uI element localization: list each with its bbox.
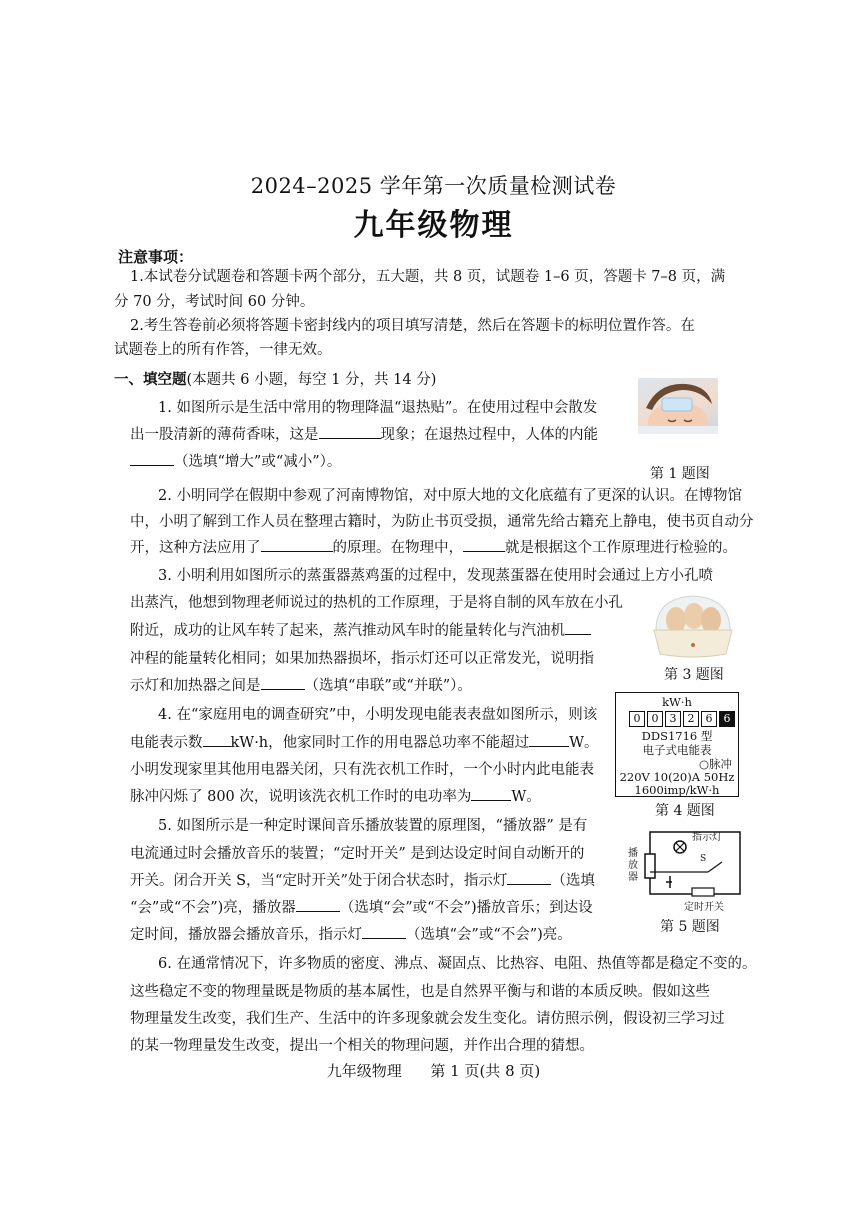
q4-line-2	[130, 730, 599, 757]
figure-5-caption: 第 5 题图	[660, 919, 720, 935]
q4-line-1: 4. 在“家庭用电的调查研究”中，小明发现电能表表盘如图所示，则该	[158, 707, 598, 723]
q1-blank-2[interactable]	[130, 451, 174, 466]
q2-line-1: 2. 小明同学在假期中参观了河南博物馆，对中原大地的文化底蕴有了更深的认识。在博物馆	[158, 488, 742, 504]
q4-blank-1[interactable]	[203, 732, 231, 747]
q3-text-b: 示灯和加热器之间是	[130, 678, 261, 694]
section-heading	[114, 367, 436, 394]
section-note: (本题共 6 小题，每空 1 分，共 14 分)	[186, 372, 437, 388]
q5-text-b: （选填	[551, 873, 595, 889]
meter-name: 电子式电能表	[642, 743, 712, 757]
meter-digit: 0	[647, 711, 663, 727]
q1-text-a: 出一股清新的薄荷香味，这是	[130, 427, 319, 443]
q4-line-4	[130, 784, 541, 811]
q3-line-1: 3. 小明利用如图所示的蒸蛋器蒸鸡蛋的过程中，发现蒸蛋器在使用时会通过上方小孔喷	[158, 568, 713, 584]
meter-rating: 220V 10(20)A 50Hz	[619, 770, 735, 784]
q1-line-1: 1. 如图所示是生活中常用的物理降温“退热贴”。在使用过程中会散发	[158, 400, 598, 416]
q4-text-b: kW·h，他家同时工作的用电器总功率不能超过	[230, 735, 530, 751]
q4-text-c: W。	[569, 735, 599, 751]
q2-text-c: 就是根据这个工作原理进行检验的。	[505, 540, 737, 556]
meter-unit: kW·h	[662, 695, 692, 709]
meter-digit: 3	[665, 711, 681, 727]
q6-line-1: 6. 在通常情况下，许多物质的密度、沸点、凝固点、比热容、电阻、热值等都是稳定不变的。	[158, 956, 757, 972]
q1-line-3	[130, 449, 341, 476]
notice-line-2: 分 70 分，考试时间 60 分钟。	[114, 294, 315, 310]
meter-constant: 1600imp/kW·h	[634, 783, 720, 797]
q5-text-c: “会”或“不会”)亮，播放器	[130, 900, 296, 916]
q6-line-3: 物理量发生改变，我们生产、生活中的许多现象就会发生变化。请仿照示例，假设初三学习过	[130, 1011, 725, 1027]
egg-steamer-image	[646, 590, 740, 660]
q5-blank-1[interactable]	[507, 870, 551, 885]
q5-text-f: （选填“会”或“不会”)亮。	[406, 927, 572, 943]
meter-digit: 2	[683, 711, 699, 727]
circuit-diagram	[628, 826, 742, 913]
q5-line-2: 电流通过时会播放音乐的装置；“定时开关” 是到达设定时间自动断开的	[130, 846, 585, 862]
notice-line-3: 2.考生答卷前必须将答题卡密封线内的项目填写清楚，然后在答题卡的标明位置作答。在	[130, 318, 695, 334]
q3-blank-1[interactable]	[565, 620, 591, 635]
meter-digit-decimal: 6	[719, 711, 735, 727]
q4-text-e: W。	[511, 789, 541, 805]
meter-digit: 0	[629, 711, 645, 727]
q5-line-4	[130, 895, 593, 922]
fever-patch-photo	[638, 378, 718, 434]
q2-text-a: 开，这种方法应用了	[130, 540, 261, 556]
notice-heading: 注意事项：	[118, 248, 194, 266]
q4-text-d: 脉冲闪烁了 800 次，说明该洗衣机工作时的电功率为	[130, 789, 472, 805]
figure-1-caption: 第 1 题图	[650, 466, 710, 482]
q3-text-a: 附近，成功的让风车转了起来，蒸汽推动风车时的能量转化与汽油机	[130, 623, 565, 639]
q2-blank-1[interactable]	[261, 537, 333, 552]
q1-blank-1[interactable]	[319, 424, 381, 439]
meter-pulse: ○脉冲	[698, 757, 732, 771]
q4-line-3: 小明发现家里其他用电器关闭，只有洗衣机工作时，一个小时内此电能表	[130, 762, 594, 778]
figure-4-caption: 第 4 题图	[655, 803, 715, 819]
exam-title: 九年级物理	[353, 208, 514, 243]
notice-line-1: 1.本试卷分试题卷和答题卡两个部分，五大题，共 8 页，试题卷 1–6 页，答题卡 7–8 页，满	[130, 269, 726, 285]
q6-line-4: 的某一物理量发生改变，提出一个相关的物理问题，并作出合理的猜想。	[130, 1038, 594, 1054]
q2-blank-2[interactable]	[463, 537, 505, 552]
q5-line-1: 5. 如图所示是一种定时课间音乐播放装置的原理图，“播放器” 是有	[158, 818, 588, 834]
section-title: 一、填空题	[114, 372, 187, 388]
q1-text-c: （选填“增大”或“减小”）。	[174, 454, 342, 470]
q1-line-2	[130, 422, 598, 449]
q4-blank-3[interactable]	[471, 786, 511, 801]
q3-text-c: （选填“串联”或“并联”）。	[304, 678, 472, 694]
q2-line-3	[130, 535, 737, 562]
q5-text-e: 定时间，播放器会播放音乐，指示灯	[130, 927, 362, 943]
page-footer	[0, 1060, 867, 1081]
circuit-player-label: 播放器	[628, 848, 638, 883]
meter-model: DDS1716 型	[641, 729, 713, 743]
q5-blank-3[interactable]	[362, 924, 406, 939]
q2-text-b: 的原理。在物理中，	[332, 540, 463, 556]
q3-blank-2[interactable]	[261, 675, 305, 690]
q3-line-2: 出蒸汽，他想到物理老师说过的热机的工作原理，于是将自制的风车放在小孔	[130, 595, 623, 611]
notice-line-4: 试题卷上的所有作答，一律无效。	[114, 342, 332, 358]
q6-line-2: 这些稳定不变的物理量既是物质的基本属性，也是自然界平衡与和谐的本质反映。假如这些	[130, 984, 710, 1000]
q3-line-4: 冲程的能量转化相同；如果加热器损坏，指示灯还可以正常发光，说明指	[130, 651, 594, 667]
q3-line-5	[130, 673, 472, 700]
circuit-lamp-label: 指示灯	[692, 832, 722, 843]
exam-subtitle: 2024–2025 学年第一次质量检测试卷	[250, 174, 617, 198]
circuit-switch-label: S	[700, 854, 707, 864]
q5-blank-2[interactable]	[296, 897, 340, 912]
footer-page-number: 第 1 页(共 8 页)	[430, 1062, 541, 1080]
electric-meter-figure	[615, 692, 739, 797]
meter-digit: 6	[701, 711, 717, 727]
circuit-timer-label: 定时开关	[684, 902, 724, 913]
q4-text-a: 电能表示数	[130, 735, 203, 751]
q5-text-d: （选填“会”或“不会”)播放音乐；到达设	[339, 900, 593, 916]
q4-blank-2[interactable]	[529, 732, 569, 747]
q1-text-b: 现象；在退热过程中，人体的内能	[380, 427, 598, 443]
q5-line-5	[130, 922, 572, 949]
q5-text-a: 开关。闭合开关 S，当“定时开关”处于闭合状态时，指示灯	[130, 873, 508, 889]
meter-digits	[629, 711, 737, 727]
q3-line-3	[130, 618, 591, 645]
footer-subject: 九年级物理	[326, 1062, 402, 1080]
q5-line-3	[130, 868, 595, 895]
q2-line-2: 中，小明了解到工作人员在整理古籍时，为防止书页受损，通常先给古籍充上静电，使书页自动分	[130, 514, 754, 530]
figure-3-caption: 第 3 题图	[664, 667, 724, 683]
